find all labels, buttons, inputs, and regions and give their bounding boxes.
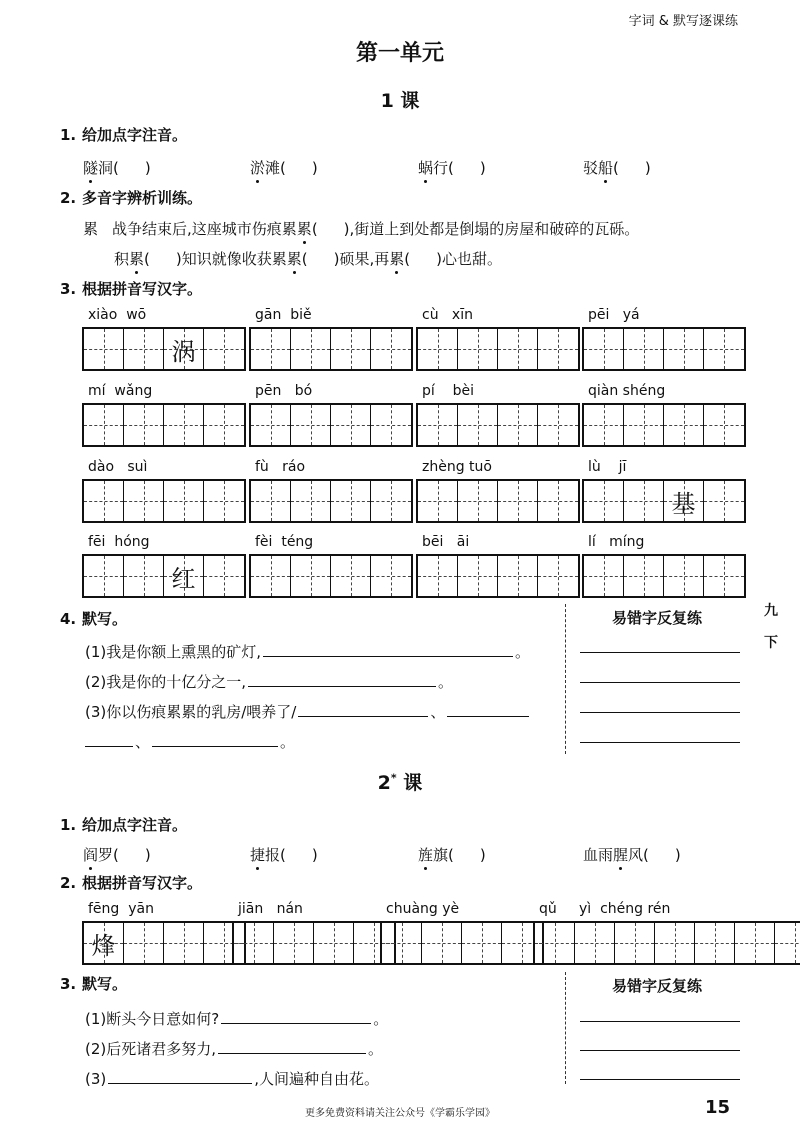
writing-cell[interactable] [251, 481, 291, 521]
writing-cell[interactable] [498, 405, 538, 445]
writing-cell[interactable] [164, 329, 204, 369]
unit-title: 第一单元 [355, 40, 444, 66]
practice-line[interactable] [580, 682, 740, 683]
pinyin-label: qiàn shéng [588, 383, 666, 399]
l1-q1-item-4: 驳船( ) [583, 159, 651, 177]
writing-cell[interactable] [291, 556, 331, 596]
writing-cell[interactable] [124, 329, 164, 369]
writing-cell[interactable] [735, 923, 775, 963]
pinyin-label: pēi yá [588, 307, 640, 323]
pinyin-label: jiān nán [238, 901, 303, 917]
writing-cell[interactable] [624, 481, 664, 521]
l1-q4-line-3: (3)你以伤痕累累的乳房/喂养了/ 、 [85, 701, 531, 722]
writing-cell[interactable] [124, 923, 164, 963]
answer-blank[interactable] [152, 732, 278, 747]
tianzige-grid [249, 479, 413, 523]
tianzige-grid [582, 479, 746, 523]
practice-line[interactable] [580, 742, 740, 743]
l2-q3-line-3: (3) ,人间遍种自由花。 [85, 1070, 380, 1088]
tianzige-grid [82, 921, 246, 965]
dotted-char: 隧 [83, 159, 99, 177]
pinyin-label: mí wǎng [88, 383, 153, 399]
footer-text: 更多免费资料请关注公众号《学霸乐学园》 [305, 1108, 495, 1119]
writing-cell[interactable] [291, 329, 331, 369]
writing-cell[interactable] [538, 481, 578, 521]
pinyin-grid [249, 307, 413, 371]
tianzige-grid [249, 327, 413, 371]
pinyin-grid [380, 901, 544, 965]
tianzige-grid [249, 554, 413, 598]
cell-char: 红 [171, 564, 196, 593]
writing-cell[interactable] [538, 556, 578, 596]
tianzige-grid [82, 403, 246, 447]
answer-blank[interactable] [221, 1009, 371, 1024]
writing-cell[interactable] [124, 556, 164, 596]
pinyin-label: fèi téng [255, 534, 314, 550]
pinyin-label: fēng yān [88, 901, 154, 917]
writing-cell[interactable] [371, 329, 411, 369]
writing-cell[interactable] [331, 329, 371, 369]
l1-q3-heading: 3. 根据拼音写汉字。 [60, 280, 203, 298]
lesson-1-title: 1 课 [380, 90, 420, 112]
l1-q1-item-1: 隧洞( ) [83, 159, 151, 177]
writing-cell[interactable] [535, 923, 575, 963]
writing-cell[interactable] [584, 329, 624, 369]
writing-cell[interactable] [584, 481, 624, 521]
tianzige-grid [380, 921, 544, 965]
writing-cell[interactable] [291, 405, 331, 445]
pinyin-grid [82, 307, 246, 371]
tianzige-grid [582, 554, 746, 598]
l2-q1-item-4: 血雨腥风( ) [583, 846, 681, 864]
writing-cell[interactable] [204, 405, 244, 445]
tianzige-grid [82, 327, 246, 371]
writing-cell[interactable] [664, 405, 704, 445]
pinyin-label: dào suì [88, 459, 148, 475]
l1-q1-label: 给加点字注音。 [82, 126, 188, 144]
answer-blank[interactable] [85, 732, 133, 747]
writing-cell[interactable] [498, 481, 538, 521]
writing-cell[interactable] [418, 329, 458, 369]
writing-cell[interactable] [84, 556, 124, 596]
l1-q1-num: 1. [60, 126, 77, 144]
writing-cell[interactable] [84, 923, 124, 963]
answer-blank[interactable] [298, 702, 428, 717]
pinyin-label: lí míng [588, 534, 645, 550]
page-number: 15 [704, 1097, 730, 1118]
writing-cell[interactable] [418, 556, 458, 596]
pinyin-grid [249, 459, 413, 523]
tianzige-grid [82, 479, 246, 523]
tianzige-grid [582, 403, 746, 447]
writing-cell[interactable] [371, 481, 411, 521]
writing-cell[interactable] [234, 923, 274, 963]
writing-cell[interactable] [664, 481, 704, 521]
pinyin-label: zhèng tuō [422, 459, 492, 475]
pinyin-grid [82, 534, 246, 598]
pinyin-grid [249, 534, 413, 598]
writing-cell[interactable] [331, 556, 371, 596]
writing-cell[interactable] [664, 556, 704, 596]
writing-cell[interactable] [164, 923, 204, 963]
pinyin-grid [533, 901, 800, 965]
pinyin-label: cù xīn [422, 307, 473, 323]
l2-q1-item-3: 旌旗( ) [418, 846, 486, 864]
writing-cell[interactable] [84, 481, 124, 521]
writing-cell[interactable] [251, 556, 291, 596]
writing-cell[interactable] [704, 556, 744, 596]
answer-blank[interactable] [447, 702, 529, 717]
lesson-2-star: * [390, 771, 397, 785]
writing-cell[interactable] [251, 329, 291, 369]
practice-line[interactable] [580, 712, 740, 713]
l1-q4-heading: 4. 默写。 [60, 610, 128, 628]
l1-q4-line-4: 、 。 [83, 731, 295, 752]
tianzige-grid [416, 403, 580, 447]
tianzige-grid [533, 921, 800, 965]
pinyin-label: lù jī [588, 459, 627, 475]
pinyin-grid [82, 383, 246, 447]
side-mark-jiu: 九 [764, 603, 778, 619]
side-divider [565, 604, 566, 754]
writing-cell[interactable] [575, 923, 615, 963]
dotted-char: 淤 [250, 159, 266, 177]
writing-cell[interactable] [458, 405, 498, 445]
writing-cell[interactable] [615, 923, 655, 963]
cell-char: 涡 [171, 337, 196, 366]
tianzige-grid [82, 554, 246, 598]
l2-q1-item-1: 阎罗( ) [83, 846, 151, 864]
writing-cell[interactable] [775, 923, 800, 963]
pinyin-label: gān biě [255, 307, 312, 323]
answer-blank[interactable] [263, 642, 513, 657]
tianzige-grid [416, 327, 580, 371]
practice-line[interactable] [580, 1079, 740, 1080]
pinyin-label: bēi āi [422, 534, 470, 550]
writing-cell[interactable] [458, 329, 498, 369]
writing-cell[interactable] [458, 481, 498, 521]
pinyin-label: xiào wō [88, 307, 147, 323]
answer-blank[interactable] [248, 672, 436, 687]
pinyin-grid [416, 383, 580, 447]
writing-cell[interactable] [291, 481, 331, 521]
writing-cell[interactable] [204, 556, 244, 596]
l1-q4-line-1: (1)我是你额上熏黑的矿灯, 。 [85, 643, 531, 661]
pinyin-grid [582, 459, 746, 523]
pinyin-label: chuàng yè [386, 901, 460, 917]
writing-cell[interactable] [314, 923, 354, 963]
writing-cell[interactable] [538, 329, 578, 369]
answer-blank[interactable] [218, 1039, 366, 1054]
tianzige-grid [232, 921, 396, 965]
writing-cell[interactable] [624, 556, 664, 596]
writing-cell[interactable] [204, 329, 244, 369]
writing-cell[interactable] [538, 405, 578, 445]
l2-q3-line-2: (2)后死诸君多努力, 。 [85, 1040, 384, 1058]
l2-q1-item-2: 捷报( ) [250, 846, 318, 864]
pinyin-grid [82, 459, 246, 523]
pinyin-grid [582, 534, 746, 598]
dotted-char: 船 [598, 159, 614, 177]
pinyin-label: fù ráo [255, 459, 306, 475]
l2-side-title: 易错字反复练 [612, 977, 703, 995]
l1-q4-line-2: (2)我是你的十亿分之一, 。 [85, 673, 454, 691]
l1-q2-line-1: 累 战争结束后,这座城市伤痕累累( ),街道上到处都是倒塌的房屋和破碎的瓦砾。 [83, 220, 640, 238]
pinyin-grid [232, 901, 396, 965]
l2-q3-line-1: (1)断头今日意如何? 。 [85, 1010, 389, 1028]
writing-cell[interactable] [124, 481, 164, 521]
pinyin-grid [416, 534, 580, 598]
l1-q1-item-3: 蜗行( ) [418, 159, 486, 177]
writing-cell[interactable] [274, 923, 314, 963]
answer-blank[interactable] [108, 1069, 252, 1084]
writing-cell[interactable] [584, 556, 624, 596]
writing-cell[interactable] [164, 405, 204, 445]
writing-cell[interactable] [204, 481, 244, 521]
practice-line[interactable] [580, 652, 740, 653]
l1-q1-heading [60, 124, 187, 145]
pinyin-label: fēi hóng [88, 534, 150, 550]
cell-char: 烽 [91, 931, 116, 960]
writing-cell[interactable] [382, 923, 422, 963]
pinyin-grid [249, 383, 413, 447]
writing-cell[interactable] [655, 923, 695, 963]
practice-line[interactable] [580, 1021, 740, 1022]
pinyin-label: pēn bó [255, 383, 313, 399]
pinyin-grid [416, 307, 580, 371]
pinyin-grid [582, 307, 746, 371]
writing-cell[interactable] [164, 481, 204, 521]
tianzige-grid [582, 327, 746, 371]
header-title: 字词 & 默写逐课练 [628, 14, 738, 29]
lesson-2-title: 2* 课 [377, 771, 423, 794]
pinyin-grid [582, 383, 746, 447]
l1-q2-line-2: 积累( )知识就像收获累累( )硕果,再累( )心也甜。 [114, 250, 502, 268]
writing-cell[interactable] [584, 405, 624, 445]
writing-cell[interactable] [371, 405, 411, 445]
writing-cell[interactable] [624, 329, 664, 369]
writing-cell[interactable] [331, 405, 371, 445]
writing-cell[interactable] [84, 405, 124, 445]
writing-cell[interactable] [498, 556, 538, 596]
writing-cell[interactable] [418, 405, 458, 445]
writing-cell[interactable] [462, 923, 502, 963]
pinyin-label: pí bèi [422, 383, 474, 399]
writing-cell[interactable] [371, 556, 411, 596]
writing-cell[interactable] [704, 329, 744, 369]
dotted-char: 蜗 [418, 159, 434, 177]
pinyin-grid [82, 901, 246, 965]
l1-side-title: 易错字反复练 [612, 609, 703, 627]
writing-cell[interactable] [704, 405, 744, 445]
tianzige-grid [416, 479, 580, 523]
writing-cell[interactable] [695, 923, 735, 963]
side-divider [565, 972, 566, 1084]
writing-cell[interactable] [84, 329, 124, 369]
writing-cell[interactable] [124, 405, 164, 445]
pinyin-grid [416, 459, 580, 523]
l1-q2-heading: 2. 多音字辨析训练。 [60, 189, 203, 207]
writing-cell[interactable] [331, 481, 371, 521]
practice-line[interactable] [580, 1050, 740, 1051]
writing-cell[interactable] [418, 481, 458, 521]
tianzige-grid [416, 554, 580, 598]
side-mark-xia: 下 [764, 635, 778, 651]
writing-cell[interactable] [422, 923, 462, 963]
writing-cell[interactable] [164, 556, 204, 596]
writing-cell[interactable] [458, 556, 498, 596]
tianzige-grid [249, 403, 413, 447]
writing-cell[interactable] [624, 405, 664, 445]
writing-cell[interactable] [704, 481, 744, 521]
l2-q2-heading: 2. 根据拼音写汉字。 [60, 874, 203, 892]
l2-q1-heading: 1. 给加点字注音。 [60, 816, 188, 834]
writing-cell[interactable] [251, 405, 291, 445]
writing-cell[interactable] [664, 329, 704, 369]
cell-char: 基 [671, 489, 696, 518]
l2-q3-heading: 3. 默写。 [60, 975, 128, 993]
writing-cell[interactable] [498, 329, 538, 369]
l1-q1-item-2: 淤滩( ) [250, 159, 318, 177]
polyphone-char: 累 [83, 220, 99, 238]
pinyin-label: qǔ yì chéng rén [539, 901, 671, 917]
